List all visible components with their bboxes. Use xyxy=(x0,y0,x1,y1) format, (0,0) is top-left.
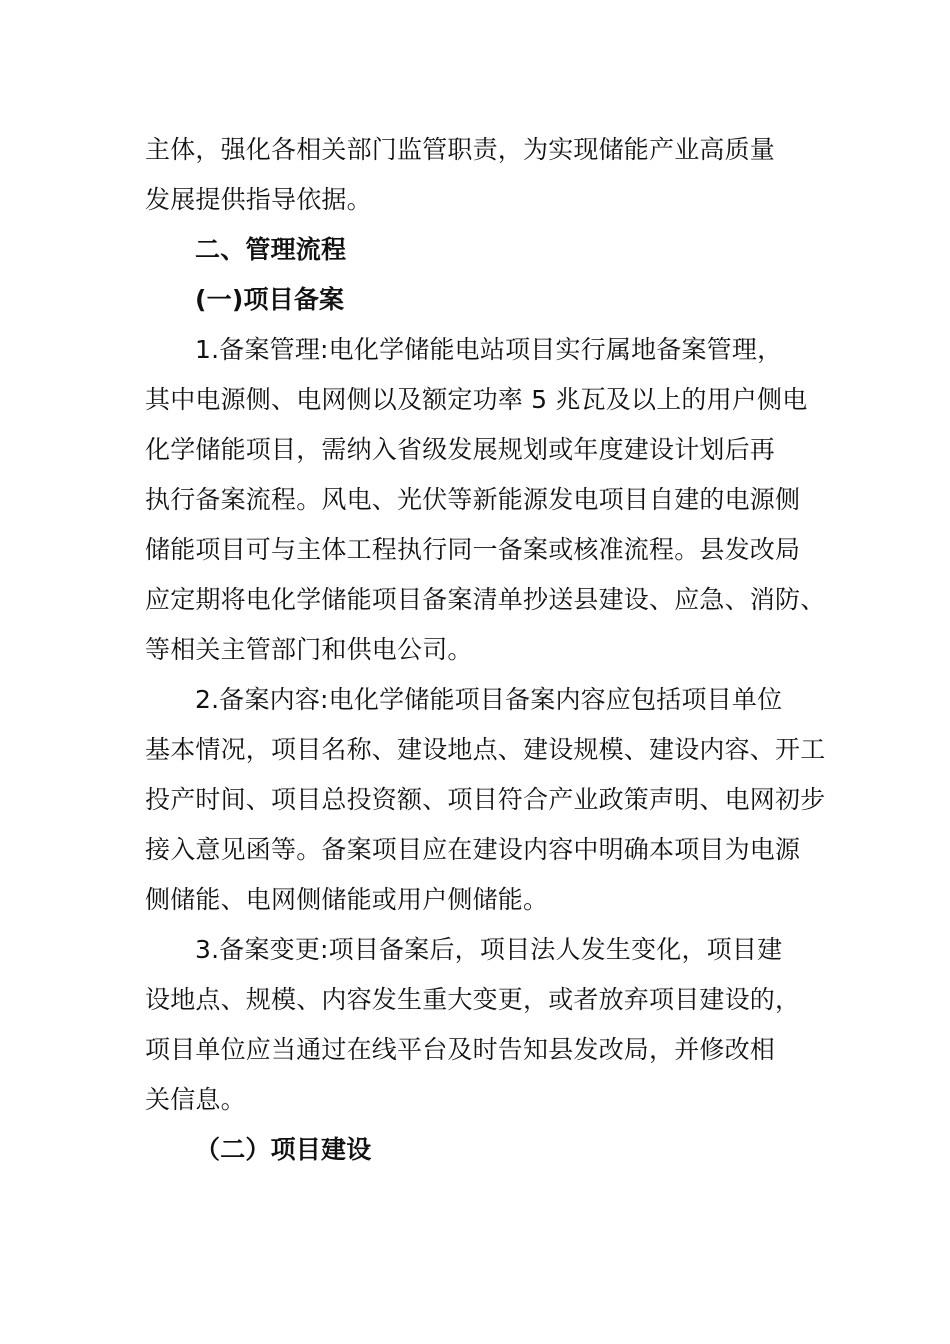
body-text-line: 化学储能项目，需纳入省级发展规划或年度建设计划后再 xyxy=(145,435,776,464)
subsection-heading: (一)项目备案 xyxy=(195,285,345,314)
body-text-line: 发展提供指导依据。 xyxy=(145,185,372,214)
paragraph-first-line: 3.备案变更:项目备案后，项目法人发生变化，项目建 xyxy=(195,935,783,964)
body-text-line: 其中电源侧、电网侧以及额定功率 5 兆瓦及以上的用户侧电 xyxy=(145,385,808,414)
subsection-heading: （二）项目建设 xyxy=(195,1135,372,1164)
body-text-line: 主体，强化各相关部门监管职责，为实现储能产业高质量 xyxy=(145,135,776,164)
body-text-line: 投产时间、项目总投资额、项目符合产业政策声明、电网初步 xyxy=(145,785,826,814)
paragraph-first-line: 2.备案内容:电化学储能项目备案内容应包括项目单位 xyxy=(195,685,783,714)
body-text-line: 储能项目可与主体工程执行同一备案或核准流程。县发改局 xyxy=(145,535,801,564)
body-text-line: 等相关主管部门和供电公司。 xyxy=(145,635,473,664)
paragraph-first-line: 1.备案管理:电化学储能电站项目实行属地备案管理， xyxy=(195,335,783,364)
body-text-line: 执行备案流程。风电、光伏等新能源发电项目自建的电源侧 xyxy=(145,485,801,514)
body-text-line: 应定期将电化学储能项目备案清单抄送县建设、应急、消防、 xyxy=(145,585,826,614)
body-text-line: 关信息。 xyxy=(145,1085,246,1114)
body-text-line: 项目单位应当通过在线平台及时告知县发改局，并修改相 xyxy=(145,1035,776,1064)
body-text-line: 基本情况，项目名称、建设地点、建设规模、建设内容、开工 xyxy=(145,735,826,764)
body-text-line: 接入意见函等。备案项目应在建设内容中明确本项目为电源 xyxy=(145,835,801,864)
section-heading: 二、管理流程 xyxy=(195,235,347,264)
body-text-line: 侧储能、电网侧储能或用户侧储能。 xyxy=(145,885,549,914)
body-text-line: 设地点、规模、内容发生重大变更，或者放弃项目建设的， xyxy=(145,985,801,1014)
